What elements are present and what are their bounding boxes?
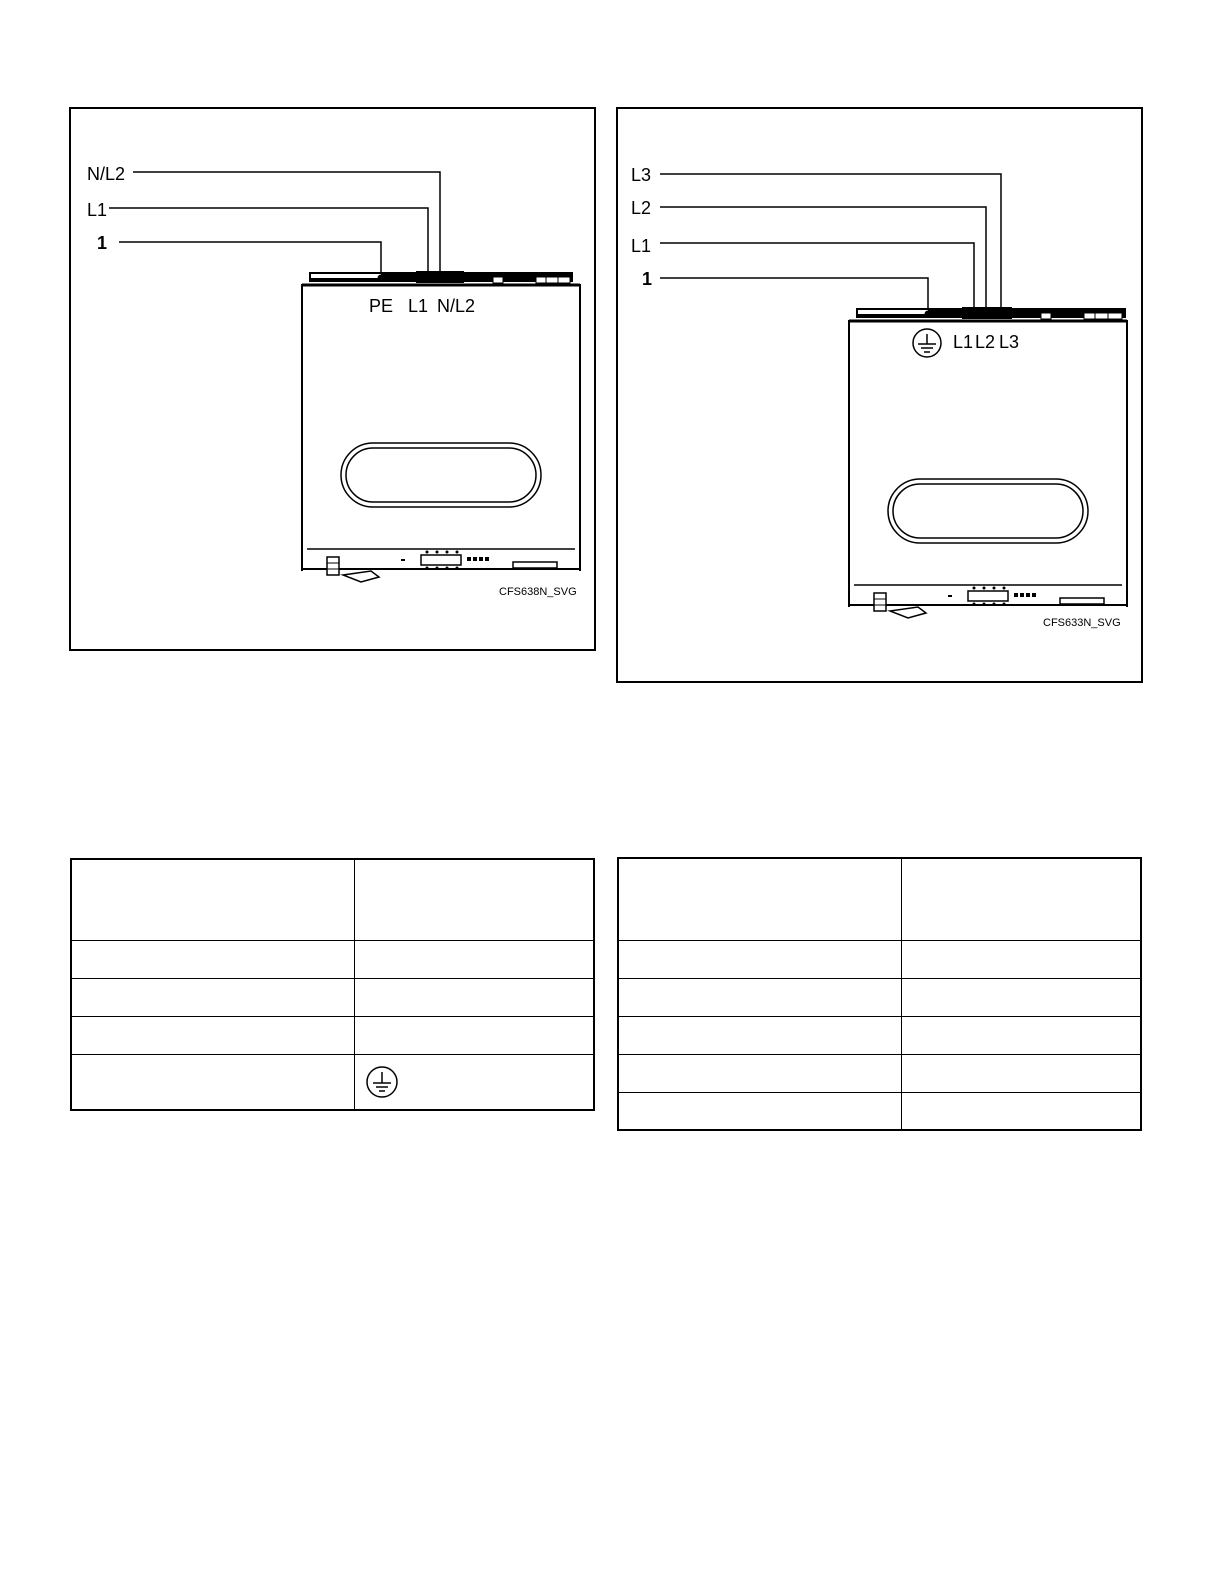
table-row (618, 1092, 1141, 1130)
wiring-diagram-three-phase (618, 109, 1141, 681)
callout-n-l2: N/L2 (87, 164, 126, 184)
table-cell (71, 1016, 355, 1054)
terminal-label-l1: L1 (953, 332, 974, 352)
table-row (71, 1054, 594, 1110)
table-cell (71, 1054, 355, 1110)
callout-l2: L2 (631, 198, 652, 218)
table-cell (71, 940, 355, 978)
callout-1: 1 (97, 233, 108, 253)
header-cell (71, 859, 355, 940)
terminal-label-pe: PE (369, 296, 394, 316)
pe-screw (378, 275, 385, 282)
table-cell (902, 1092, 1142, 1130)
leader-lines (660, 174, 1001, 312)
table-cell (355, 940, 595, 978)
diagram-panel-right (616, 107, 1143, 683)
diagram-panel-left (69, 107, 596, 651)
table-row (618, 940, 1141, 978)
table-header-row (71, 859, 594, 940)
table-header-row (618, 858, 1141, 940)
table-cell (355, 1016, 595, 1054)
terminal-table-right (617, 857, 1142, 1131)
unit-body (302, 285, 580, 569)
table-cell (902, 1054, 1142, 1092)
ground-lug (327, 557, 339, 575)
table-cell (618, 940, 902, 978)
table-row (71, 978, 594, 1016)
terminal-label-l3: L3 (999, 332, 1020, 352)
table-cell (902, 1016, 1142, 1054)
table-row (71, 940, 594, 978)
callout-l1: L1 (87, 200, 108, 220)
table-cell (355, 978, 595, 1016)
header-cell (618, 858, 902, 940)
callout-l1: L1 (631, 236, 652, 256)
callout-l3: L3 (631, 165, 652, 185)
table-row (618, 1054, 1141, 1092)
foot (343, 571, 379, 582)
table-row (618, 978, 1141, 1016)
unit-body (849, 321, 1127, 605)
ground-lug (874, 593, 886, 611)
foot (890, 607, 926, 618)
table-row (71, 1016, 594, 1054)
header-cell (902, 858, 1142, 940)
table-cell (355, 1054, 595, 1110)
callout-1: 1 (642, 269, 653, 289)
wiring-diagram-single-phase (71, 109, 594, 649)
table-cell (71, 978, 355, 1016)
table-cell (618, 978, 902, 1016)
leader-lines (109, 172, 440, 277)
connector-block (968, 591, 1008, 601)
terminal-table-left (70, 858, 595, 1111)
header-cell (355, 859, 595, 940)
terminal-block (416, 271, 464, 283)
terminal-label-n-l2: N/L2 (437, 296, 476, 316)
figure-code-left: CFS638N_SVG (499, 586, 577, 598)
table-cell (902, 940, 1142, 978)
table-cell (618, 1016, 902, 1054)
terminal-block (962, 307, 1012, 319)
figure-code-right: CFS633N_SVG (1043, 617, 1121, 629)
connector-block (421, 555, 461, 565)
table-cell (618, 1092, 902, 1130)
pe-screw (925, 311, 932, 318)
terminal-label-l2: L2 (975, 332, 996, 352)
ground-symbol-icon (365, 1065, 399, 1099)
table-row (618, 1016, 1141, 1054)
terminal-label-l1: L1 (408, 296, 429, 316)
table-cell (618, 1054, 902, 1092)
table-cell (902, 978, 1142, 1016)
